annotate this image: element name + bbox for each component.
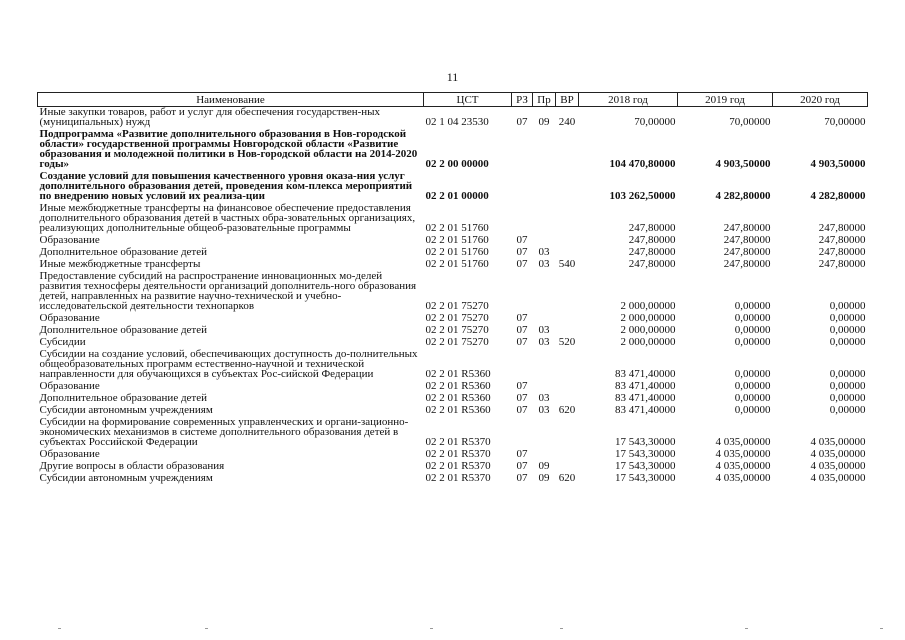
header-rz: РЗ (512, 93, 533, 107)
cell-2019: 4 035,00000 (715, 448, 771, 460)
table-row (38, 391, 868, 403)
page-number: 11 (446, 70, 459, 84)
cell-2019: 4 903,50000 (715, 158, 771, 170)
cell-2020: 0,00000 (829, 312, 866, 324)
cell-rz: 07 (516, 336, 528, 348)
cell-cst: 02 2 01 R5360 (425, 368, 491, 380)
cell-2019: 4 035,00000 (715, 460, 771, 472)
table-body (38, 107, 868, 484)
cell-2019: 247,80000 (723, 222, 771, 234)
table-row (38, 459, 868, 471)
table-row (38, 127, 868, 169)
cell-vr: 240 (558, 116, 576, 128)
cell-rz: 07 (516, 116, 528, 128)
cell-pr (533, 233, 556, 245)
scan-mark (58, 628, 61, 629)
cell-2018: 2 000,00000 (620, 300, 676, 312)
cell-2020: 0,00000 (829, 324, 866, 336)
cell-vr (556, 201, 579, 233)
cell-vr (556, 379, 579, 391)
scan-mark (880, 628, 883, 629)
cell-pr (533, 269, 556, 311)
cell-pr: 03 (538, 392, 550, 404)
cell-2018: 247,80000 (628, 258, 676, 270)
cell-pr: 09 (538, 460, 550, 472)
scan-mark (430, 628, 433, 629)
cell-vr (556, 347, 579, 379)
cell-2020: 4 903,50000 (810, 158, 866, 170)
cell-rz (512, 415, 533, 447)
cell-name: Образование (39, 448, 100, 460)
cell-name: Дополнительное образование детей (39, 392, 208, 404)
table-row (38, 269, 868, 311)
cell-cst: 02 2 01 75270 (425, 336, 489, 348)
cell-2018: 17 543,30000 (615, 448, 676, 460)
cell-name: Предоставление субсидий на распространение инновационных мо-делей развития техносферы деятельности организаций дополнитель-ного образования детей, направленных на развитие научно-технической и учебно-исследовательской деятельности технопарков (39, 270, 417, 312)
table-header-row (38, 93, 868, 107)
cell-cst: 02 2 01 51760 (425, 246, 489, 258)
cell-vr (556, 245, 579, 257)
cell-cst: 02 2 01 R5370 (425, 448, 491, 460)
cell-2018: 17 543,30000 (615, 460, 676, 472)
cell-2018: 104 470,80000 (609, 158, 676, 170)
cell-2018: 247,80000 (628, 234, 676, 246)
cell-cst: 02 2 01 51760 (425, 234, 489, 246)
cell-2020: 4 035,00000 (810, 460, 866, 472)
cell-cst: 02 2 01 75270 (425, 324, 489, 336)
bottom-edge (0, 628, 905, 636)
cell-2020: 4 035,00000 (810, 448, 866, 460)
cell-2019: 247,80000 (723, 258, 771, 270)
table-row (38, 107, 868, 128)
cell-2020: 0,00000 (829, 404, 866, 416)
cell-2019: 4 035,00000 (715, 436, 771, 448)
cell-name: Образование (39, 234, 100, 246)
cell-2019: 0,00000 (734, 380, 771, 392)
cell-2020: 247,80000 (818, 222, 866, 234)
cell-name: Субсидии автономным учреждениям (39, 472, 213, 484)
cell-2019: 0,00000 (734, 368, 771, 380)
cell-2020: 0,00000 (829, 380, 866, 392)
header-pr: Пр (533, 93, 556, 107)
cell-pr: 09 (538, 472, 550, 484)
header-vr: ВР (556, 93, 579, 107)
cell-vr: 540 (558, 258, 576, 270)
table-row (38, 471, 868, 483)
cell-rz: 07 (516, 472, 528, 484)
cell-name: Подпрограмма «Развитие дополнительного образования в Нов-городской области» государственной программы Новгородской области «Развитие образования и молодежной политики в Нов-городской области на 2014-2020 годы» (39, 128, 418, 170)
cell-2020: 0,00000 (829, 336, 866, 348)
header-2020: 2020 год (773, 93, 868, 107)
header-cst: ЦСТ (424, 93, 512, 107)
cell-cst: 02 2 01 75270 (425, 312, 489, 324)
cell-2020: 0,00000 (829, 368, 866, 380)
cell-vr (556, 391, 579, 403)
cell-name: Иные межбюджетные трансферты (39, 258, 201, 270)
cell-name: Субсидии на создание условий, обеспечивающих доступность до-полнительных общеобразовательных программ естественно-научной и технической направленности для обучающихся в субъектах Рос-сийской Федерации (39, 348, 418, 380)
cell-pr (533, 379, 556, 391)
cell-pr: 09 (538, 116, 550, 128)
cell-rz: 07 (516, 380, 528, 392)
cell-name: Другие вопросы в области образования (39, 460, 225, 472)
cell-2019: 4 282,80000 (715, 190, 771, 202)
cell-vr: 620 (558, 404, 576, 416)
cell-vr (556, 233, 579, 245)
cell-cst: 02 2 01 75270 (425, 300, 489, 312)
cell-vr (556, 127, 579, 169)
cell-2019: 0,00000 (734, 336, 771, 348)
cell-rz: 07 (516, 404, 528, 416)
cell-vr: 620 (558, 472, 576, 484)
header-2019: 2019 год (678, 93, 773, 107)
cell-vr (556, 169, 579, 201)
table-row (38, 335, 868, 347)
cell-name: Субсидии (39, 336, 86, 348)
header-2018: 2018 год (579, 93, 678, 107)
table-row (38, 169, 868, 201)
table-row (38, 347, 868, 379)
cell-cst: 02 2 00 00000 (425, 158, 489, 170)
cell-rz (512, 347, 533, 379)
cell-vr (556, 415, 579, 447)
table-row (38, 415, 868, 447)
cell-2020: 247,80000 (818, 258, 866, 270)
cell-2018: 2 000,00000 (620, 336, 676, 348)
table-row (38, 257, 868, 269)
cell-pr (533, 415, 556, 447)
cell-rz: 07 (516, 324, 528, 336)
cell-vr (556, 311, 579, 323)
cell-vr (556, 447, 579, 459)
cell-rz: 07 (516, 312, 528, 324)
cell-name: Иные межбюджетные трансферты на финансовое обеспечение предоставления дополнительного образования детей в частных обра-зовательных организациях, реализующих дополнительные общеоб-разовательные программы (39, 202, 416, 234)
cell-2018: 17 543,30000 (615, 436, 676, 448)
cell-vr (556, 269, 579, 311)
cell-pr: 03 (538, 246, 550, 258)
cell-rz: 07 (516, 448, 528, 460)
cell-name: Образование (39, 380, 100, 392)
cell-2020: 247,80000 (818, 246, 866, 258)
cell-cst: 02 2 01 R5360 (425, 392, 491, 404)
cell-cst: 02 2 01 51760 (425, 258, 489, 270)
cell-2020: 0,00000 (829, 300, 866, 312)
cell-vr: 520 (558, 336, 576, 348)
cell-2020: 4 035,00000 (810, 436, 866, 448)
cell-2018: 83 471,40000 (615, 392, 676, 404)
cell-pr: 03 (538, 336, 550, 348)
cell-2018: 103 262,50000 (609, 190, 676, 202)
table-row (38, 245, 868, 257)
cell-name: Иные закупки товаров, работ и услуг для обеспечения государствен-ных (муниципальных) нужд (39, 106, 381, 128)
table-row (38, 379, 868, 391)
cell-pr (533, 127, 556, 169)
cell-name: Образование (39, 312, 100, 324)
cell-2018: 83 471,40000 (615, 368, 676, 380)
cell-cst: 02 2 01 R5370 (425, 460, 491, 472)
cell-rz: 07 (516, 246, 528, 258)
table-row (38, 403, 868, 415)
cell-pr (533, 169, 556, 201)
cell-rz: 07 (516, 258, 528, 270)
cell-2018: 17 543,30000 (615, 472, 676, 484)
cell-rz: 07 (516, 234, 528, 246)
cell-2018: 247,80000 (628, 222, 676, 234)
cell-2019: 0,00000 (734, 300, 771, 312)
cell-name: Дополнительное образование детей (39, 324, 208, 336)
cell-name: Создание условий для повышения качественного уровня оказа-ния услуг дополнительного образования детей, проведения ком-плекса мероприятий по внедрению новых условий их реализа-ции (39, 170, 413, 202)
cell-2018: 70,00000 (634, 116, 676, 128)
table-row (38, 233, 868, 245)
cell-cst: 02 2 01 R5370 (425, 472, 491, 484)
cell-2020: 70,00000 (824, 116, 866, 128)
cell-cst: 02 1 04 23530 (425, 116, 489, 128)
cell-2019: 0,00000 (734, 312, 771, 324)
cell-2018: 83 471,40000 (615, 404, 676, 416)
budget-table (37, 92, 868, 483)
cell-2018: 247,80000 (628, 246, 676, 258)
cell-rz (512, 127, 533, 169)
cell-cst: 02 2 01 00000 (425, 190, 489, 202)
cell-2019: 4 035,00000 (715, 472, 771, 484)
cell-cst: 02 2 01 51760 (425, 222, 489, 234)
cell-2019: 247,80000 (723, 234, 771, 246)
cell-vr (556, 459, 579, 471)
cell-2019: 247,80000 (723, 246, 771, 258)
cell-pr (533, 447, 556, 459)
cell-pr (533, 311, 556, 323)
table-row (38, 447, 868, 459)
header-name: Наименование (38, 93, 424, 107)
cell-rz: 07 (516, 392, 528, 404)
scan-mark (205, 628, 208, 629)
cell-rz (512, 169, 533, 201)
scan-mark (560, 628, 563, 629)
cell-2019: 0,00000 (734, 324, 771, 336)
cell-name: Субсидии на формирование современных управленческих и органи-зационно-экономических механизмов в системе дополнительного образования детей в субъектах Российской Федерации (39, 416, 409, 448)
cell-name: Субсидии автономным учреждениям (39, 404, 213, 416)
cell-2020: 4 282,80000 (810, 190, 866, 202)
cell-2018: 2 000,00000 (620, 324, 676, 336)
table-row (38, 323, 868, 335)
cell-cst: 02 2 01 R5360 (425, 380, 491, 392)
cell-pr: 03 (538, 404, 550, 416)
cell-2018: 2 000,00000 (620, 312, 676, 324)
cell-cst: 02 2 01 R5370 (425, 436, 491, 448)
cell-2020: 247,80000 (818, 234, 866, 246)
cell-rz (512, 201, 533, 233)
table-row (38, 201, 868, 233)
cell-pr: 03 (538, 258, 550, 270)
cell-2020: 0,00000 (829, 392, 866, 404)
cell-pr: 03 (538, 324, 550, 336)
cell-2019: 0,00000 (734, 392, 771, 404)
cell-2018: 83 471,40000 (615, 380, 676, 392)
scan-mark (745, 628, 748, 629)
cell-2019: 70,00000 (729, 116, 771, 128)
cell-pr (533, 201, 556, 233)
cell-vr (556, 323, 579, 335)
cell-2020: 4 035,00000 (810, 472, 866, 484)
cell-rz: 07 (516, 460, 528, 472)
cell-pr (533, 347, 556, 379)
cell-name: Дополнительное образование детей (39, 246, 208, 258)
cell-2019: 0,00000 (734, 404, 771, 416)
cell-rz (512, 269, 533, 311)
table-row (38, 311, 868, 323)
cell-cst: 02 2 01 R5360 (425, 404, 491, 416)
